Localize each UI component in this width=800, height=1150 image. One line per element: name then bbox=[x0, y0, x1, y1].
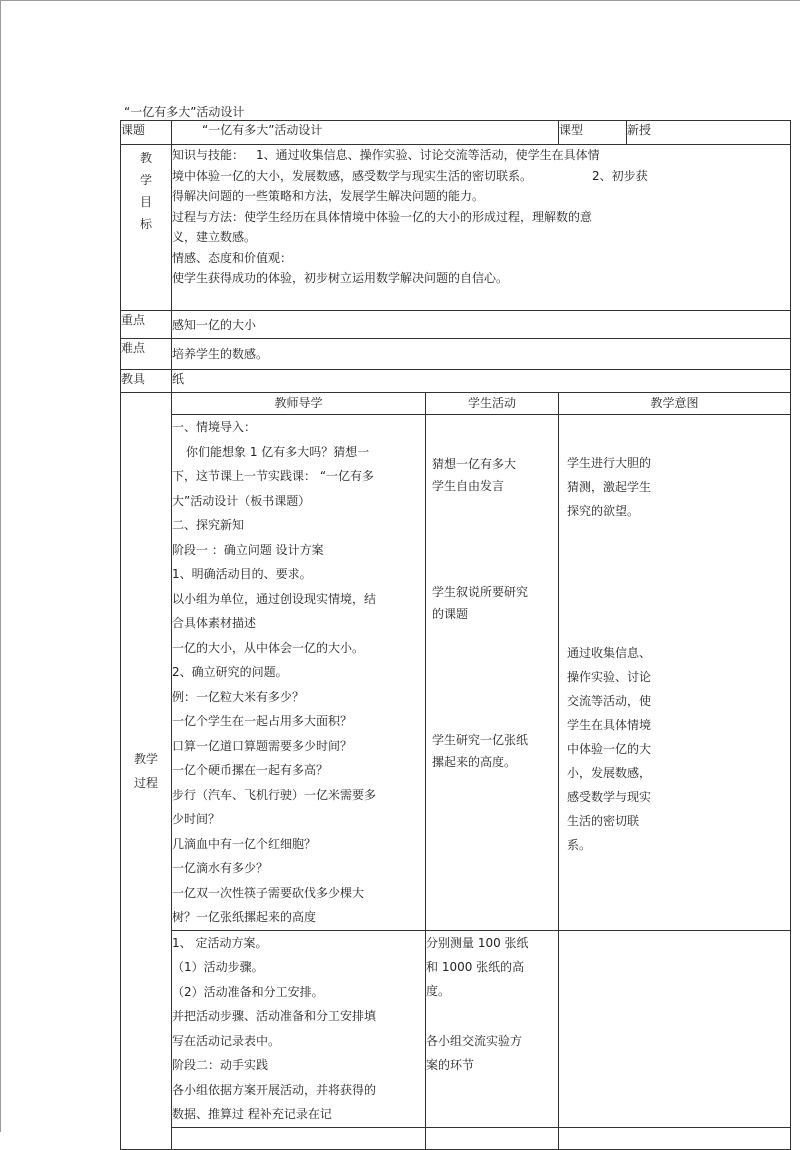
teacher-line: 写在活动记录表中。 bbox=[172, 1033, 281, 1048]
process-block-3 bbox=[121, 1127, 791, 1149]
student-column-header: 学生活动 bbox=[426, 393, 559, 415]
intent-experience: 通过收集信息、 操作实验、讨论 交流等活动，使 学生在具体情境 中体验一亿的大 小，发展数感， 感受数学与现实 生活的密切联 系。 bbox=[567, 646, 652, 852]
objectives-content bbox=[172, 145, 791, 311]
teacher-line: 少时间？ bbox=[172, 812, 221, 826]
teaching-intent-2 bbox=[559, 930, 791, 1127]
process-label-line: 教学 bbox=[133, 751, 158, 766]
lesson-plan-table bbox=[120, 120, 791, 1150]
teacher-line: 数据、推算过 程补充记录在记 bbox=[172, 1107, 332, 1121]
process-label-line: 过程 bbox=[133, 775, 158, 790]
process-label bbox=[121, 393, 172, 1150]
tools-value: 纸 bbox=[172, 370, 791, 393]
teacher-line: 1、明确活动目的、要求。 bbox=[172, 567, 312, 581]
teacher-line: 各小组依据方案开展活动，并将获得的 bbox=[172, 1082, 377, 1097]
intent-guess: 学生进行大胆的 猜测，激起学生 探究的欲望。 bbox=[567, 456, 652, 518]
type-value: 新授 bbox=[627, 121, 791, 145]
topic-value: “一亿有多大”活动设计 bbox=[172, 121, 559, 145]
tools-row bbox=[121, 370, 791, 393]
teacher-line: 一亿的大小，从中体会一亿的大小。 bbox=[172, 640, 365, 655]
process-header-row bbox=[121, 393, 791, 415]
knowledge-line: 境中体验一亿的大小，发展数感，感受数学与现实生活的密切联系。 2、初步获 bbox=[172, 168, 648, 183]
teacher-guidance-2 bbox=[172, 930, 426, 1127]
teacher-line: 一亿双一次性筷子需要砍伐多少棵大 bbox=[172, 885, 365, 900]
teacher-line: （2）活动准备和分工安排。 bbox=[172, 984, 324, 999]
teacher-line: 1、 定活动方案。 bbox=[172, 935, 268, 950]
knowledge-line: 知识与技能： 1、通过收集信息、操作实验、讨论交流等活动，使学生在具体情 bbox=[172, 148, 600, 162]
teaching-intent-3 bbox=[559, 1127, 791, 1149]
teacher-line: 阶段一 ：确立问题 设计方案 bbox=[172, 542, 324, 557]
teacher-line: 例：一亿粒大米有多少？ bbox=[172, 689, 305, 704]
teacher-line: 一亿个学生在一起占用多大面积？ bbox=[172, 714, 353, 728]
teacher-line: 一亿个硬币摞在一起有多高？ bbox=[172, 763, 329, 777]
student-activity-3 bbox=[426, 1127, 559, 1149]
teacher-line: 一亿滴水有多少？ bbox=[172, 861, 269, 875]
objectives-row bbox=[121, 145, 791, 311]
teacher-line: 你们能想象 1 亿有多大吗？猜想一 bbox=[186, 444, 370, 459]
teacher-guidance-1 bbox=[172, 415, 426, 931]
emotion-text: 使学生获得成功的体验，初步树立运用数学解决问题的自信心。 bbox=[172, 271, 509, 285]
intent-column-header: 教学意图 bbox=[559, 393, 791, 415]
teacher-line: 并把活动步骤、活动准备和分工安排填 bbox=[172, 1009, 377, 1023]
tools-label: 教具 bbox=[121, 370, 172, 393]
teacher-line: 下，这节课上一节实践课： “一亿有多 bbox=[172, 469, 375, 483]
teacher-line: 二、探究新知 bbox=[172, 518, 245, 532]
difficulty-value: 培养学生的数感。 bbox=[172, 339, 791, 370]
student-plan: 各小组交流实验方 案的环节 bbox=[426, 1033, 523, 1072]
objectives-label-char: 目 bbox=[139, 195, 152, 209]
student-topic: 学生叙说所要研究 的课题 bbox=[432, 585, 529, 621]
knowledge-line: 得解决问题的一些策略和方法，发展学生解决问题的能力。 bbox=[172, 189, 485, 203]
teacher-line: 以小组为单位，通过创设现实情境，结 bbox=[172, 591, 377, 606]
objectives-label-char: 标 bbox=[139, 217, 152, 231]
teacher-line: （1）活动步骤。 bbox=[172, 960, 264, 974]
objectives-label bbox=[121, 145, 172, 311]
student-measure: 分别测量 100 张纸 和 1000 张纸的高 度。 bbox=[426, 935, 529, 998]
teacher-line: 2、确立研究的问题。 bbox=[172, 665, 288, 679]
document-title: “一亿有多大”活动设计 bbox=[124, 105, 245, 119]
teacher-line: 合具体素材描述 bbox=[172, 616, 257, 630]
process-line: 过程与方法：使学生经历在具体情境中体验一亿的大小的形成过程，理解数的意 bbox=[172, 209, 593, 224]
teacher-line: 一、情境导入： bbox=[172, 420, 257, 434]
teaching-intent-1 bbox=[559, 415, 791, 931]
process-line: 义，建立数感。 bbox=[172, 230, 257, 244]
page-edge-top bbox=[0, 0, 800, 1]
process-block-1 bbox=[121, 415, 791, 931]
topic-label: 课题 bbox=[121, 121, 172, 145]
teacher-guidance-3 bbox=[172, 1127, 426, 1149]
teacher-line: 阶段二：动手实践 bbox=[172, 1058, 269, 1072]
difficulty-row bbox=[121, 339, 791, 370]
keypoint-value: 感知一亿的大小 bbox=[172, 311, 791, 339]
teacher-column-header: 教师导学 bbox=[172, 393, 426, 415]
topic-row bbox=[121, 121, 791, 145]
objectives-label-char: 教 bbox=[139, 151, 152, 165]
teacher-line: 几滴血中有一亿个红细胞？ bbox=[172, 836, 317, 851]
objectives-label-char: 学 bbox=[139, 173, 152, 187]
keypoint-label: 重点 bbox=[121, 311, 172, 339]
process-block-2 bbox=[121, 930, 791, 1127]
page-edge-left bbox=[0, 0, 1, 1132]
student-activity-2 bbox=[426, 930, 559, 1127]
student-paper: 学生研究一亿张纸 摞起来的高度。 bbox=[432, 733, 529, 769]
teacher-line: 大”活动设计（板书课题） bbox=[172, 493, 311, 508]
student-guess: 猜想一亿有多大 学生自由发言 bbox=[432, 457, 517, 493]
teacher-line: 步行（汽车、飞机行驶）一亿米需要多 bbox=[172, 787, 377, 802]
student-activity-1 bbox=[426, 415, 559, 931]
difficulty-label: 难点 bbox=[121, 339, 172, 370]
emotion-label: 情感、态度和价值观： bbox=[172, 250, 293, 265]
teacher-line: 树？一亿张纸摞起来的高度 bbox=[172, 910, 317, 924]
type-label: 课型 bbox=[559, 121, 627, 145]
teacher-line: 口算一亿道口算题需要多少时间？ bbox=[172, 738, 353, 753]
keypoint-row bbox=[121, 311, 791, 339]
